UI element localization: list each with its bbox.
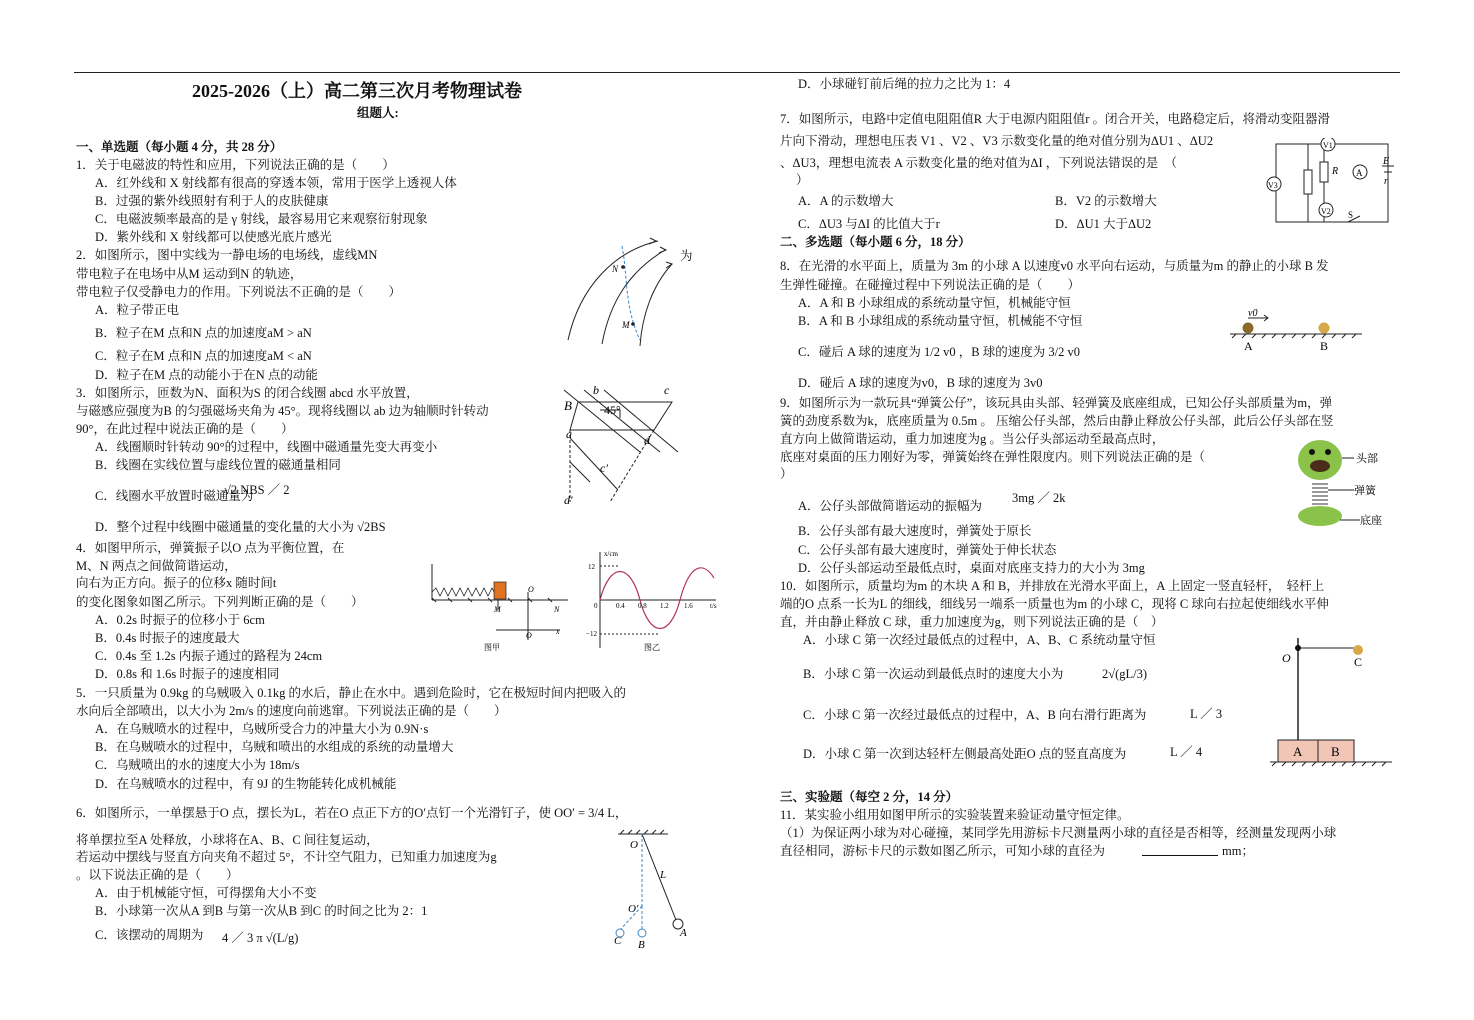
question-line-q6c1f: 4 ／ 3 π √(L/g) [222,931,299,945]
question-line-q10d1: D．小球 C 第一次到达轻杆左侧最高处距O 点的竖直高度为 [803,747,1127,761]
q2-field-figure [560,236,680,348]
svg-text:S: S [1348,210,1354,220]
question-line-q10a1: A．小球 C 第一次经过最低点的过程中，A、B、C 系统动量守恒 [803,633,1156,647]
question-line-q5b: 水向后全部喷出，以大小为 2m/s 的速度向前逃窜。下列说法正确的是（ ） [76,704,507,718]
question-line-q5c1: C．乌贼喷出的水的速度大小为 18m/s [95,758,300,772]
block [494,582,506,599]
svg-text:B: B [1320,339,1329,353]
svg-text:A: A [1244,339,1253,353]
question-line-q9d: 底座对桌面的压力刚好为零，弹簧始终在弹性限度内。则下列说法正确的是（ [780,450,1206,464]
question-line-q8d1: D．碰后 A 球的速度为v0，B 球的速度为 3v0 [798,376,1043,390]
svg-text:图乙: 图乙 [644,643,660,652]
question-line-q5: 5．一只质量为 0.9kg 的乌贼吸入 0.1kg 的水后，静止在水中。遇到危险时，它在极短时间内把吸入的 [76,686,627,700]
svg-text:头部: 头部 [1356,453,1378,465]
q6-pendulum-figure [608,826,708,954]
svg-text:1.6: 1.6 [684,602,693,610]
question-line-q2b: 带电粒子在电场中从M 运动到N 的轨迹， [76,267,303,281]
svg-text:L: L [660,869,667,881]
svg-text:M: M [494,605,501,614]
q10-figure [1266,630,1396,768]
question-line-q1: 1．关于电磁波的特性和应用，下列说法正确的是（ ） [76,158,395,172]
svg-text:N: N [554,605,560,614]
question-line-q7d1: D．ΔU1 大于ΔU2 [1055,217,1152,231]
svg-text:a: a [566,427,572,441]
question-line-q2c1: C．粒子在M 点和N 点的加速度aM < aN [95,349,312,363]
question-line-q1c: C．电磁波频率最高的是 γ 射线，最容易用它来观察衍射现象 [95,212,428,226]
svg-text:底座: 底座 [1360,515,1382,527]
header-rule [74,72,1400,73]
question-line-q7a1: A．A 的示数增大 [798,194,894,208]
question-line-q11b: （1）为保证两小球为对心碰撞，某同学先用游标卡尺测量两小球的直径是否相等，经测量发现两小球 [780,826,1337,840]
question-line-q10b1f: 2√(gL/3) [1102,667,1148,681]
question-line-q4: 4．如图甲所示，弹簧振子以O 点为平衡位置，在 [76,541,345,555]
answer-blank[interactable] [1142,843,1218,856]
question-line-q3b1: B．线圈在实线位置与虚线位置的磁通量相同 [95,458,341,472]
question-line-q7b1: B．V2 的示数增大 [1055,194,1157,208]
question-line-q7c1: C．ΔU3 与ΔI 的比值大于r [798,217,940,231]
svg-text:R: R [1332,166,1339,177]
svg-text:b: b [593,383,599,397]
question-line-q7: 7．如图所示，电路中定值电阻阻值R 大于电源内阻阻值r 。闭合开关，电路稳定后，将滑动变阻器滑 [780,112,1331,126]
question-line-q7d: ） [796,173,809,187]
question-line-q4c: 向右为正方向。振子的位移x 随时间t [76,576,277,590]
q8-collision-figure [1226,304,1366,354]
svg-text:弹簧: 弹簧 [1354,485,1376,497]
q9-toy-figure [1290,436,1400,536]
svg-text:A: A [680,927,687,939]
question-line-q7b: 片向下滑动，理想电压表 V1 、V2 、V3 示数变化量的绝对值分别为ΔU1 、ΔU2 [780,134,1214,148]
question-line-q6b: 将单摆拉至A 处释放，小球将在A、B、C 间往复运动， [76,833,379,847]
svg-text:V1: V1 [1323,141,1333,150]
question-line-q10c: 直，并由静止释放 C 球，重力加速度为g，则下列说法正确的是（ ） [780,615,1164,629]
question-line-q3a1: A．线圈顺时针转动 90°的过程中，线圈中磁通量先变大再变小 [95,440,438,454]
svg-text:1.2: 1.2 [660,602,669,610]
question-line-q11c: 直径相同，游标卡尺的示数如图乙所示，可知小球的直径为 [780,844,1106,858]
coil-solid [570,402,672,430]
ball-C [1353,645,1363,655]
question-line-q5a1: A．在乌贼喷水的过程中，乌贼所受合力的冲量大小为 0.9N·s [95,722,429,736]
question-line-q9c: 直方向上做简谐运动，重力加速度为g 。当公仔头部运动至最高点时， [780,432,1165,446]
svg-text:t/s: t/s [710,602,717,610]
section-heading: 三、实验题（每空 2 分，14 分） [780,790,959,804]
svg-text:12: 12 [588,563,595,571]
question-line-q3c1: C．线圈水平放置时磁通量为 [95,489,254,503]
question-line-q1b: B．过强的紫外线照射有利于人的皮肤健康 [95,194,329,208]
question-line-q1d: D．紫外线和 X 射线都可以使感光底片感光 [95,230,332,244]
question-line-q10b1: B．小球 C 第一次运动到最低点时的速度大小为 [803,667,1064,681]
svg-text:V2: V2 [1321,207,1331,216]
svg-text:B: B [1331,744,1340,759]
question-line-q11: 11．某实验小组用如图甲所示的实验装置来验证动量守恒定律。 [780,808,1130,822]
field-line-3 [640,264,672,346]
question-line-q9b: 簧的劲度系数为k，底座质量为 0.5m 。 压缩公仔头部，然后由静止释放公仔头部，此后公仔头部在竖 [780,414,1334,428]
question-line-q4d: 的变化图象如图乙所示。下列判断正确的是（ ） [76,595,364,609]
svg-text:A: A [1356,168,1363,178]
svg-text:c: c [664,383,670,397]
question-line-q5d1: D．在乌贼喷水的过程中，有 9J 的生物能转化成机械能 [95,777,397,791]
q7-circuit-figure [1262,138,1402,230]
question-line-q3b: 与磁感应强度为B 的匀强磁场夹角为 45°。现将线圈以 ab 边为轴顺时针转动 [76,404,489,418]
svg-text:x: x [556,627,560,636]
svg-text:图甲: 图甲 [484,643,500,652]
question-line-q8: 8．在光滑的水平面上，质量为 3m 的小球 A 以速度v0 水平向右运动，与质量为m 的静止的小球 B 发 [780,259,1329,273]
question-line-q9: 9．如图所示为一款玩具“弹簧公仔”，该玩具由头部、轻弹簧及底座组成，已知公仔头部质量为m，弹 [780,396,1333,410]
svg-text:O: O [630,839,638,851]
svg-text:O: O [528,585,534,594]
svg-text:d′: d′ [564,493,573,507]
question-line-q10c1: C．小球 C 第一次经过最低点的过程中，A、B 向右滑行距离为 [803,708,1147,722]
question-line-q8c1: C．碰后 A 球的速度为 1/2 v0 ，B 球的速度为 3/2 v0 [798,345,1080,359]
question-line-q2: 2．如图所示，图中实线为一静电场的电场线，虚线MN [76,248,378,262]
question-line-q2a1: A．粒子带正电 [95,303,180,317]
question-line-q1a: A．红外线和 X 射线都有很高的穿透本领，常用于医学上透视人体 [95,176,457,190]
svg-text:x/cm: x/cm [604,550,618,558]
question-line-q10b: 端的O 点系一长为L 的细线，细线另一端系一质量也为m 的小球 C，现将 C 球向右拉起使细线水平伸 [780,597,1329,611]
question-line-q10: 10．如图所示，质量均为m 的木块 A 和 B，并排放在光滑水平面上，A 上固定一竖直轻杆， 轻杆上 [780,579,1325,593]
question-line-q3c1f: √2 NBS ／ 2 [224,483,290,497]
ball-B [1319,323,1330,334]
question-line-q6: 6．如图所示，一单摆悬于O 点，摆长为L，若在O 点正下方的O′点钉一个光滑钉子，使 OO′ = 3/4 L， [76,806,628,820]
question-line-q6d: 。以下说法正确的是（ ） [76,868,239,882]
question-line-q2b1: B．粒子在M 点和N 点的加速度aM > aN [95,326,312,340]
q4-graph-figure [586,548,726,654]
question-line-q4b: M、N 两点之间做简谐运动， [76,559,237,573]
spring [432,588,504,596]
svg-text:V3: V3 [1268,181,1278,190]
question-line-q9e: ） [780,467,793,481]
question-line-q10c1f: L ／ 3 [1190,707,1223,721]
svg-text:0.4: 0.4 [616,602,625,610]
svg-text:−12: −12 [586,630,597,638]
toy-spring [1312,484,1328,504]
field-line-1 [568,241,658,340]
question-line-q9c1: C．公仔头部有最大速度时，弹簧处于伸长状态 [798,543,1057,557]
q3-coil-figure [560,382,685,510]
question-line-q8b: 生弹性碰撞。在碰撞过程中下列说法正确的是（ ） [780,278,1081,292]
question-line-q8a1: A．A 和 B 小球组成的系统动量守恒，机械能守恒 [798,296,1071,310]
question-line-q3: 3．如图所示，匝数为N、面积为S 的闭合线圈 abcd 水平放置， [76,386,419,400]
label-N: N [612,264,619,274]
section-heading: 二、多选题（每小题 6 分，18 分） [780,235,971,249]
point-M [631,322,635,326]
question-line-q6d1: D．小球碰钉前后绳的拉力之比为 1：4 [798,77,1011,91]
svg-text:r: r [1384,176,1388,187]
question-line-q7c: 、ΔU3，理想电流表 A 示数变化量的绝对值为ΔI ，下列说法错误的是 （ [780,156,1177,170]
question-line-q3d1: D．整个过程中线圈中磁通量的变化量的大小为 √2BS [95,520,386,534]
label-M: M [622,320,630,330]
question-line-q4a1: A．0.2s 时振子的位移小于 6cm [95,613,265,627]
section-heading: 一、单选题（每小题 4 分，共 28 分） [76,140,283,154]
svg-text:O′: O′ [628,903,639,915]
question-line-q6a1: A．由于机械能守恒，可得摆角大小不变 [95,886,317,900]
svg-text:0.8: 0.8 [638,602,647,610]
author-label: 组题人: [357,106,399,120]
svg-text:O: O [526,631,532,640]
question-line-q4c1: C．0.4s 至 1.2s 内振子通过的路程为 24cm [95,649,323,663]
svg-text:45°: 45° [604,403,621,417]
svg-text:B: B [564,398,572,413]
question-line-q5b1: B．在乌贼喷水的过程中，乌贼和喷出的水组成的系统的动量增大 [95,740,454,754]
point-N [621,265,625,269]
question-line-q3c: 90°，在此过程中说法正确的是（ ） [76,422,294,436]
question-line-q11d: mm； [1222,844,1254,858]
svg-text:O: O [1282,651,1291,665]
question-line-q6c1: C．该摆动的周期为 [95,928,204,942]
string [642,834,676,920]
svg-text:0: 0 [594,602,598,610]
svg-text:B: B [638,939,645,951]
question-line-q8b1: B．A 和 B 小球组成的系统动量守恒，机械能不守恒 [798,314,1083,328]
question-line-q2c: 带电粒子仅受静电力的作用。下列说法不正确的是（ ） [76,285,402,299]
ball-A [1243,323,1254,334]
question-line-q2w: 为 [680,249,693,263]
question-line-q9a1: A．公仔头部做简谐运动的振幅为 [798,499,983,513]
svg-text:E: E [1383,156,1390,167]
question-line-q6b1: B．小球第一次从A 到B 与第一次从B 到C 的时间之比为 2：1 [95,904,428,918]
svg-text:d: d [644,433,650,447]
svg-text:c′: c′ [600,461,608,475]
svg-text:v0: v0 [1248,308,1258,319]
svg-text:C: C [614,935,622,947]
paper-title: 2025-2026（上）高二第三次月考物理试卷 [192,81,522,101]
question-line-q9d1: D．公仔头部运动至最低点时，桌面对底座支持力的大小为 3mg [798,561,1145,575]
coil-dashed [570,430,654,502]
svg-text:A: A [1293,744,1303,759]
q4-spring-figure [428,560,588,656]
question-line-q10d1f: L ／ 4 [1170,745,1203,759]
question-line-q6c: 若运动中摆线与竖直方向夹角不超过 5°，不计空气阻力，已知重力加速度为g [76,850,497,864]
question-line-q4b1: B．0.4s 时振子的速度最大 [95,631,240,645]
question-line-q4d1: D．0.8s 和 1.6s 时振子的速度相同 [95,667,280,681]
question-line-q2d1: D．粒子在M 点的动能小于在N 点的动能 [95,368,318,382]
question-line-q9a1f: 3mg ／ 2k [1012,491,1066,505]
svg-text:C: C [1354,655,1363,669]
x-t-curve [600,568,714,629]
toy-base [1298,506,1342,526]
question-line-q9b1: B．公仔头部有最大速度时，弹簧处于原长 [798,524,1032,538]
